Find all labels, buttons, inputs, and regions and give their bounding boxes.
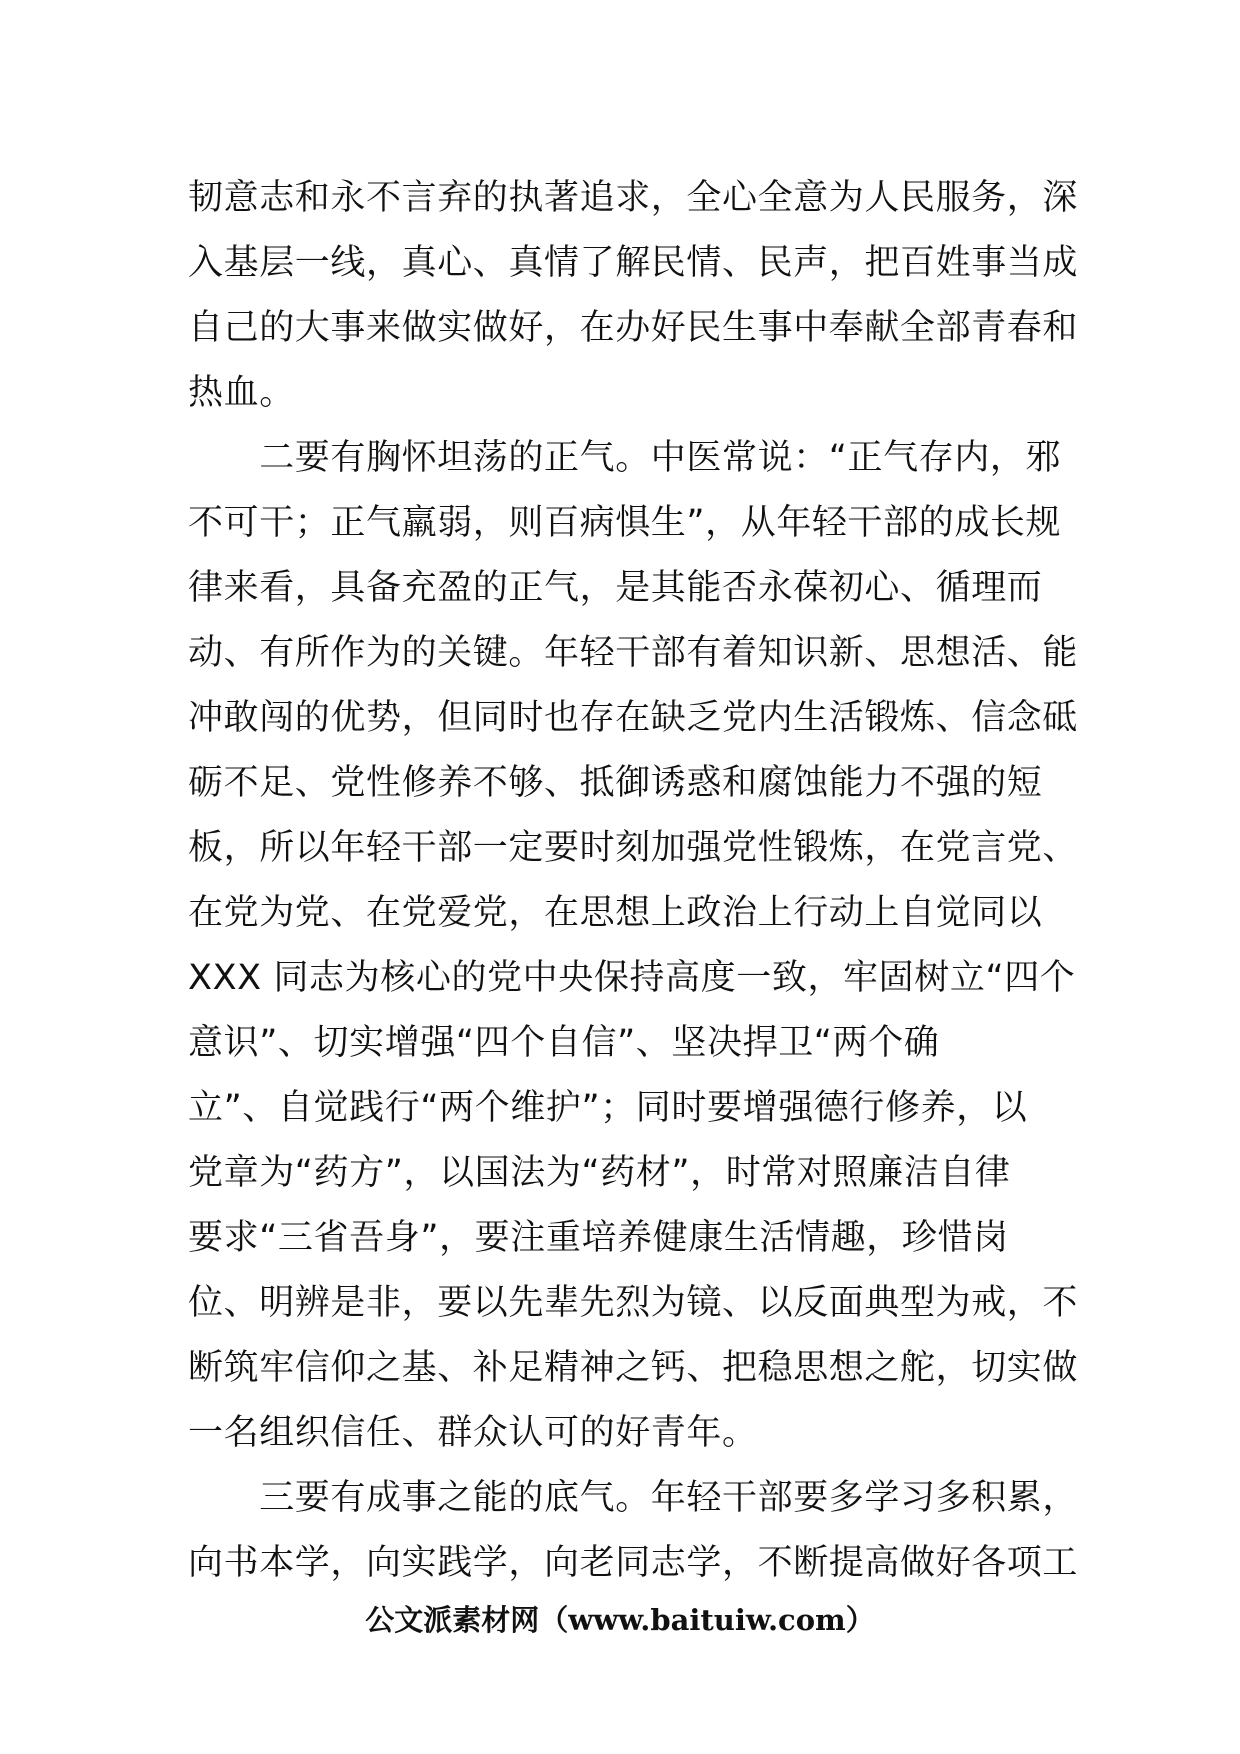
text-line: 向书本学，向实践学，向老同志学，不断提高做好各项工 [188,1543,1079,1583]
text-line: 一名组织信任、群众认可的好青年。 [188,1413,758,1453]
text-line: 动、有所作为的关键。年轻干部有着知识新、思想活、能 [188,633,1079,673]
footer-watermark: 公文派素材网（www.baituiw.com） [365,1603,875,1637]
text-line: 板，所以年轻干部一定要时刻加强党性锻炼，在党言党、 [188,828,1079,868]
text-line: 热血。 [188,373,295,413]
text-line: 入基层一线，真心、真情了解民情、民声，把百姓事当成 [188,243,1079,283]
text-line: 冲敢闯的优势，但同时也存在缺乏党内生活锻炼、信念砥 [188,698,1079,738]
text-line: 位、明辨是非，要以先辈先烈为镜、以反面典型为戒，不 [188,1283,1079,1323]
text-line: 立”、自觉践行“两个维护”；同时要增强德行修养，以 [188,1088,1028,1128]
text-line: 意识”、切实增强“四个自信”、坚决捍卫“两个确 [188,1023,940,1063]
text-line: 断筑牢信仰之基、补足精神之钙、把稳思想之舵，切实做 [188,1348,1079,1388]
text-line: 不可干；正气羸弱，则百病惧生”，从年轻干部的成长规 [188,503,1062,543]
text-line: 党章为“药方”，以国法为“药材”，时常对照廉洁自律 [188,1153,1011,1193]
text-line: 自己的大事来做实做好，在办好民生事中奉献全部青春和 [188,308,1079,348]
text-line: 要求“三省吾身”，要注重培养健康生活情趣，珍惜岗 [188,1218,1009,1258]
text-line: 砺不足、党性修养不够、抵御诱惑和腐蚀能力不强的短 [188,763,1043,803]
text-line: 三要有成事之能的底气。年轻干部要多学习多积累， [188,1478,1079,1518]
text-line: 韧意志和永不言弃的执著追求，全心全意为人民服务，深 [188,178,1079,218]
text-line: 律来看，具备充盈的正气，是其能否永葆初心、循理而 [188,568,1043,608]
text-line: 在党为党、在党爱党，在思想上政治上行动上自觉同以 [188,893,1043,933]
text-line: 二要有胸怀坦荡的正气。中医常说：“正气存内，邪 [188,438,1062,478]
text-line: XXX 同志为核心的党中央保持高度一致，牢固树立“四个 [188,958,1076,998]
body-text [188,166,1079,1596]
